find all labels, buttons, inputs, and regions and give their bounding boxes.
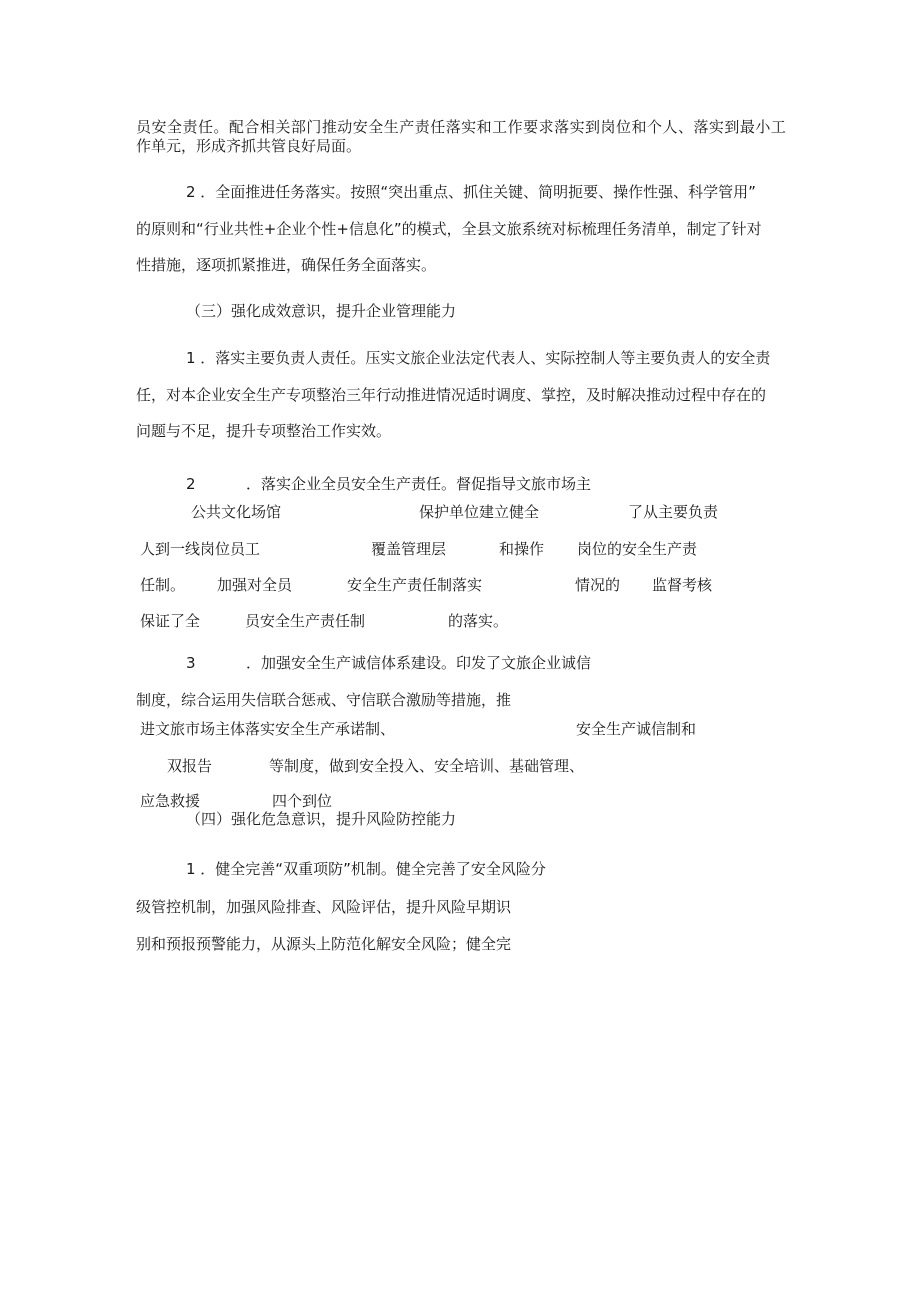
- paragraph-4-line-4-part-4: 情况的: [575, 576, 621, 594]
- paragraph-4-line-5-part-2: 员安全生产责任制: [245, 612, 366, 630]
- paragraph-4-line-3-part-1: 人到一线岗位员工: [140, 540, 261, 558]
- paragraph-5-line-5-part-2: 四个到位: [272, 792, 333, 810]
- paragraph-3-line-3: 问题与不足，提升专项整治工作实效。: [136, 422, 392, 440]
- paragraph-5-line-2: 制度，综合运用失信联合惩戒、守信联合激励等措施，推: [136, 691, 512, 709]
- paragraph-5-line-3-part-2: 安全生产诚信制和: [576, 720, 697, 738]
- paragraph-5-line-4-part-1: 双报告: [167, 757, 213, 775]
- paragraph-4-line-2-part-3: 了从主要负责: [628, 503, 719, 521]
- paragraph-5-line-4-part-2: 等制度，做到安全投入、安全培训、基础管理、: [269, 757, 585, 775]
- paragraph-1-line-2: 作单元，形成齐抓共管良好局面。: [136, 137, 362, 155]
- section-heading-4: （四）强化危急意识，提升风险防控能力: [186, 810, 457, 828]
- paragraph-4-line-4-part-2: 加强对全员: [217, 576, 293, 594]
- paragraph-4-line-4-part-1: 任制。: [140, 576, 186, 594]
- paragraph-4-line-4-part-5: 监督考核: [652, 576, 713, 594]
- paragraph-3-line-2: 任，对本企业安全生产专项整治三年行动推进情况适时调度、掌控，及时解决推动过程中存在的: [136, 386, 767, 404]
- paragraph-4-line-3-part-4: 岗位的安全生产责: [577, 540, 698, 558]
- paragraph-4-line-4-part-3: 安全生产责任制落实: [347, 576, 483, 594]
- paragraph-4-line-2-part-1: 公共文化场馆: [191, 503, 282, 521]
- paragraph-4-line-3-part-2: 覆盖管理层: [371, 540, 447, 558]
- paragraph-4-line-5-part-1: 保证了全: [140, 612, 201, 630]
- paragraph-4-line-5-part-3: 的落实。: [448, 612, 509, 630]
- paragraph-5-line-5-part-1: 应急救援: [140, 792, 201, 810]
- paragraph-6-line-3: 别和预报预警能力，从源头上防范化解安全风险；健全完: [136, 935, 512, 953]
- paragraph-6-line-1: 1 ．健全完善“双重项防”机制。健全完善了安全风险分: [186, 860, 546, 878]
- paragraph-1-line-1: 员 安 全 责 任 。 配 合 相 关 部 门 推 动 安 全 生 产 责 任 落 实 和 工 作 要 求 落 实 到 岗 位 和 个 人 、 落 实 到 最 小 工: [136, 118, 786, 136]
- section-heading-3: （三）强化成效意识，提升企业管理能力: [186, 302, 457, 320]
- paragraph-5-line-1: ．加强安全生产诚信体系建设。印发了文旅企业诚信: [246, 654, 592, 672]
- paragraph-5-number: 3: [186, 654, 196, 672]
- paragraph-2-line-3: 性措施，逐项抓紧推进，确保任务全面落实。: [136, 256, 437, 274]
- paragraph-2-line-1: 2 ．全面推进任务落实。按照“突出重点、抓住关键、简明扼要、操作性强、科学管用”: [186, 183, 756, 201]
- paragraph-4-line-3-part-3: 和操作: [499, 540, 545, 558]
- paragraph-2-line-2: 的原则和“行业共性+企业个性+信息化”的模式，全县文旅系统对标梳理任务清单，制定了针对: [136, 220, 762, 238]
- paragraph-4-number: 2: [186, 475, 196, 493]
- paragraph-6-line-2: 级管控机制，加强风险排查、风险评估，提升风险早期识: [136, 898, 512, 916]
- paragraph-4-line-2-part-2: 保护单位建立健全: [419, 503, 540, 521]
- paragraph-5-line-3-part-1: 进文旅市场主体落实安全生产承诺制、: [140, 720, 396, 738]
- paragraph-4-line-1: ．落实企业全员安全生产责任。督促指导文旅市场主: [246, 475, 592, 493]
- paragraph-3-line-1: 1 ．落实主要负责人责任。压实文旅企业法定代表人、实际控制人等主要负责人的安全责: [186, 349, 771, 367]
